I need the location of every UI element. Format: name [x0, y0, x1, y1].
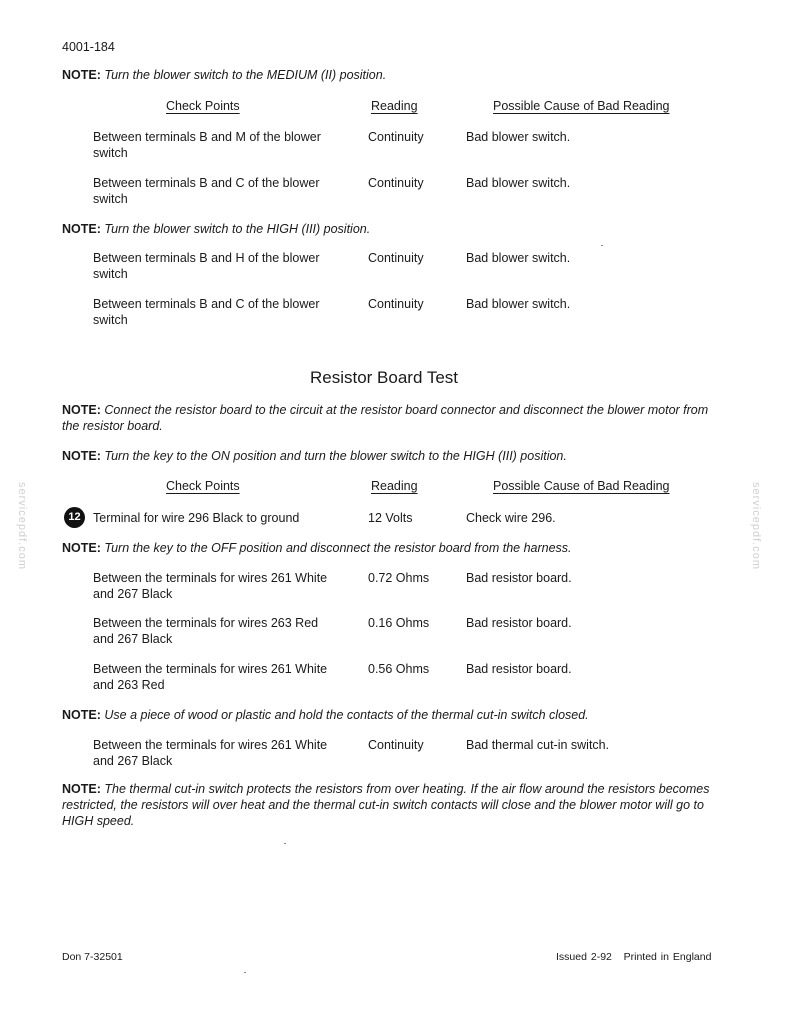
note-wood	[62, 707, 722, 723]
note-label: NOTE:	[62, 708, 101, 722]
note-connect	[62, 402, 722, 434]
step-number-badge: 12	[64, 507, 85, 528]
note-key-off	[62, 540, 722, 556]
check-point: Between the terminals for wires 261 White and 267 Black	[93, 738, 328, 768]
section-title: Resistor Board Test	[309, 368, 459, 387]
note-label: NOTE:	[62, 782, 101, 796]
possible-cause: Bad resistor board.	[466, 616, 572, 630]
check-point: Between terminals B and C of the blower switch	[93, 297, 320, 327]
note-text: Turn the blower switch to the MEDIUM (II) position.	[104, 68, 387, 82]
watermark-left: servicepdf.com	[15, 482, 28, 570]
scan-speck	[244, 972, 246, 973]
possible-cause: Check wire 296.	[466, 511, 556, 525]
scan-speck	[601, 245, 603, 246]
reading: Continuity	[368, 738, 424, 752]
note-label: NOTE:	[62, 222, 101, 236]
footer-issue-info: Issued 2-92 Printed in England	[556, 951, 712, 963]
reading: Continuity	[368, 251, 424, 265]
header-possible-cause: Possible Cause of Bad Reading	[493, 479, 670, 493]
possible-cause: Bad blower switch.	[466, 251, 571, 265]
header-possible-cause: Possible Cause of Bad Reading	[493, 99, 670, 113]
note-high	[62, 221, 722, 237]
possible-cause: Bad thermal cut-in switch.	[466, 738, 610, 752]
check-point: Between terminals B and M of the blower switch	[93, 130, 321, 160]
header-check-points: Check Points	[166, 99, 240, 113]
reading: 0.72 Ohms	[368, 571, 430, 585]
note-text: Turn the key to the OFF position and disconnect the resistor board from the harness.	[104, 541, 572, 555]
check-point: Between the terminals for wires 261 White and 263 Red	[93, 662, 328, 692]
reading: 0.56 Ohms	[368, 662, 430, 676]
possible-cause: Bad blower switch.	[466, 297, 571, 311]
note-text: Connect the resistor board to the circuit at the resistor board connector and disconnect the blower motor from the resistor board.	[62, 403, 709, 433]
document-number: 4001-184	[62, 40, 115, 54]
watermark-right: servicepdf.com	[749, 482, 762, 570]
note-thermal	[62, 781, 722, 829]
check-point: Between terminals B and H of the blower switch	[93, 251, 320, 281]
possible-cause: Bad resistor board.	[466, 662, 572, 676]
header-reading: Reading	[371, 479, 418, 493]
note-key-on	[62, 448, 722, 464]
reading: Continuity	[368, 297, 424, 311]
note-label: NOTE:	[62, 403, 101, 417]
possible-cause: Bad resistor board.	[466, 571, 572, 585]
note-label: NOTE:	[62, 68, 101, 82]
check-point: Between the terminals for wires 263 Red and 267 Black	[93, 616, 319, 646]
header-check-points: Check Points	[166, 479, 240, 493]
scan-speck	[284, 843, 286, 844]
note-medium	[62, 67, 722, 83]
reading: 0.16 Ohms	[368, 616, 430, 630]
check-point: Terminal for wire 296 Black to ground	[93, 511, 300, 525]
reading: Continuity	[368, 130, 424, 144]
check-point: Between the terminals for wires 261 White and 267 Black	[93, 571, 328, 601]
header-reading: Reading	[371, 99, 418, 113]
reading: Continuity	[368, 176, 424, 190]
note-label: NOTE:	[62, 449, 101, 463]
note-label: NOTE:	[62, 541, 101, 555]
possible-cause: Bad blower switch.	[466, 130, 571, 144]
note-text: Turn the key to the ON position and turn the blower switch to the HIGH (III) position.	[104, 449, 567, 463]
note-text: Use a piece of wood or plastic and hold the contacts of the thermal cut-in switch closed.	[104, 708, 589, 722]
possible-cause: Bad blower switch.	[466, 176, 571, 190]
footer-document-code: Don 7-32501	[62, 951, 123, 963]
reading: 12 Volts	[368, 511, 413, 525]
note-text: The thermal cut-in switch protects the resistors from over heating. If the air flow around the resistors becomes restricted, the resistors will over heat and the thermal cut-in switch contacts will close and the blower motor will go to HIGH speed.	[62, 782, 710, 828]
note-text: Turn the blower switch to the HIGH (III) position.	[104, 222, 371, 236]
check-point: Between terminals B and C of the blower switch	[93, 176, 320, 206]
